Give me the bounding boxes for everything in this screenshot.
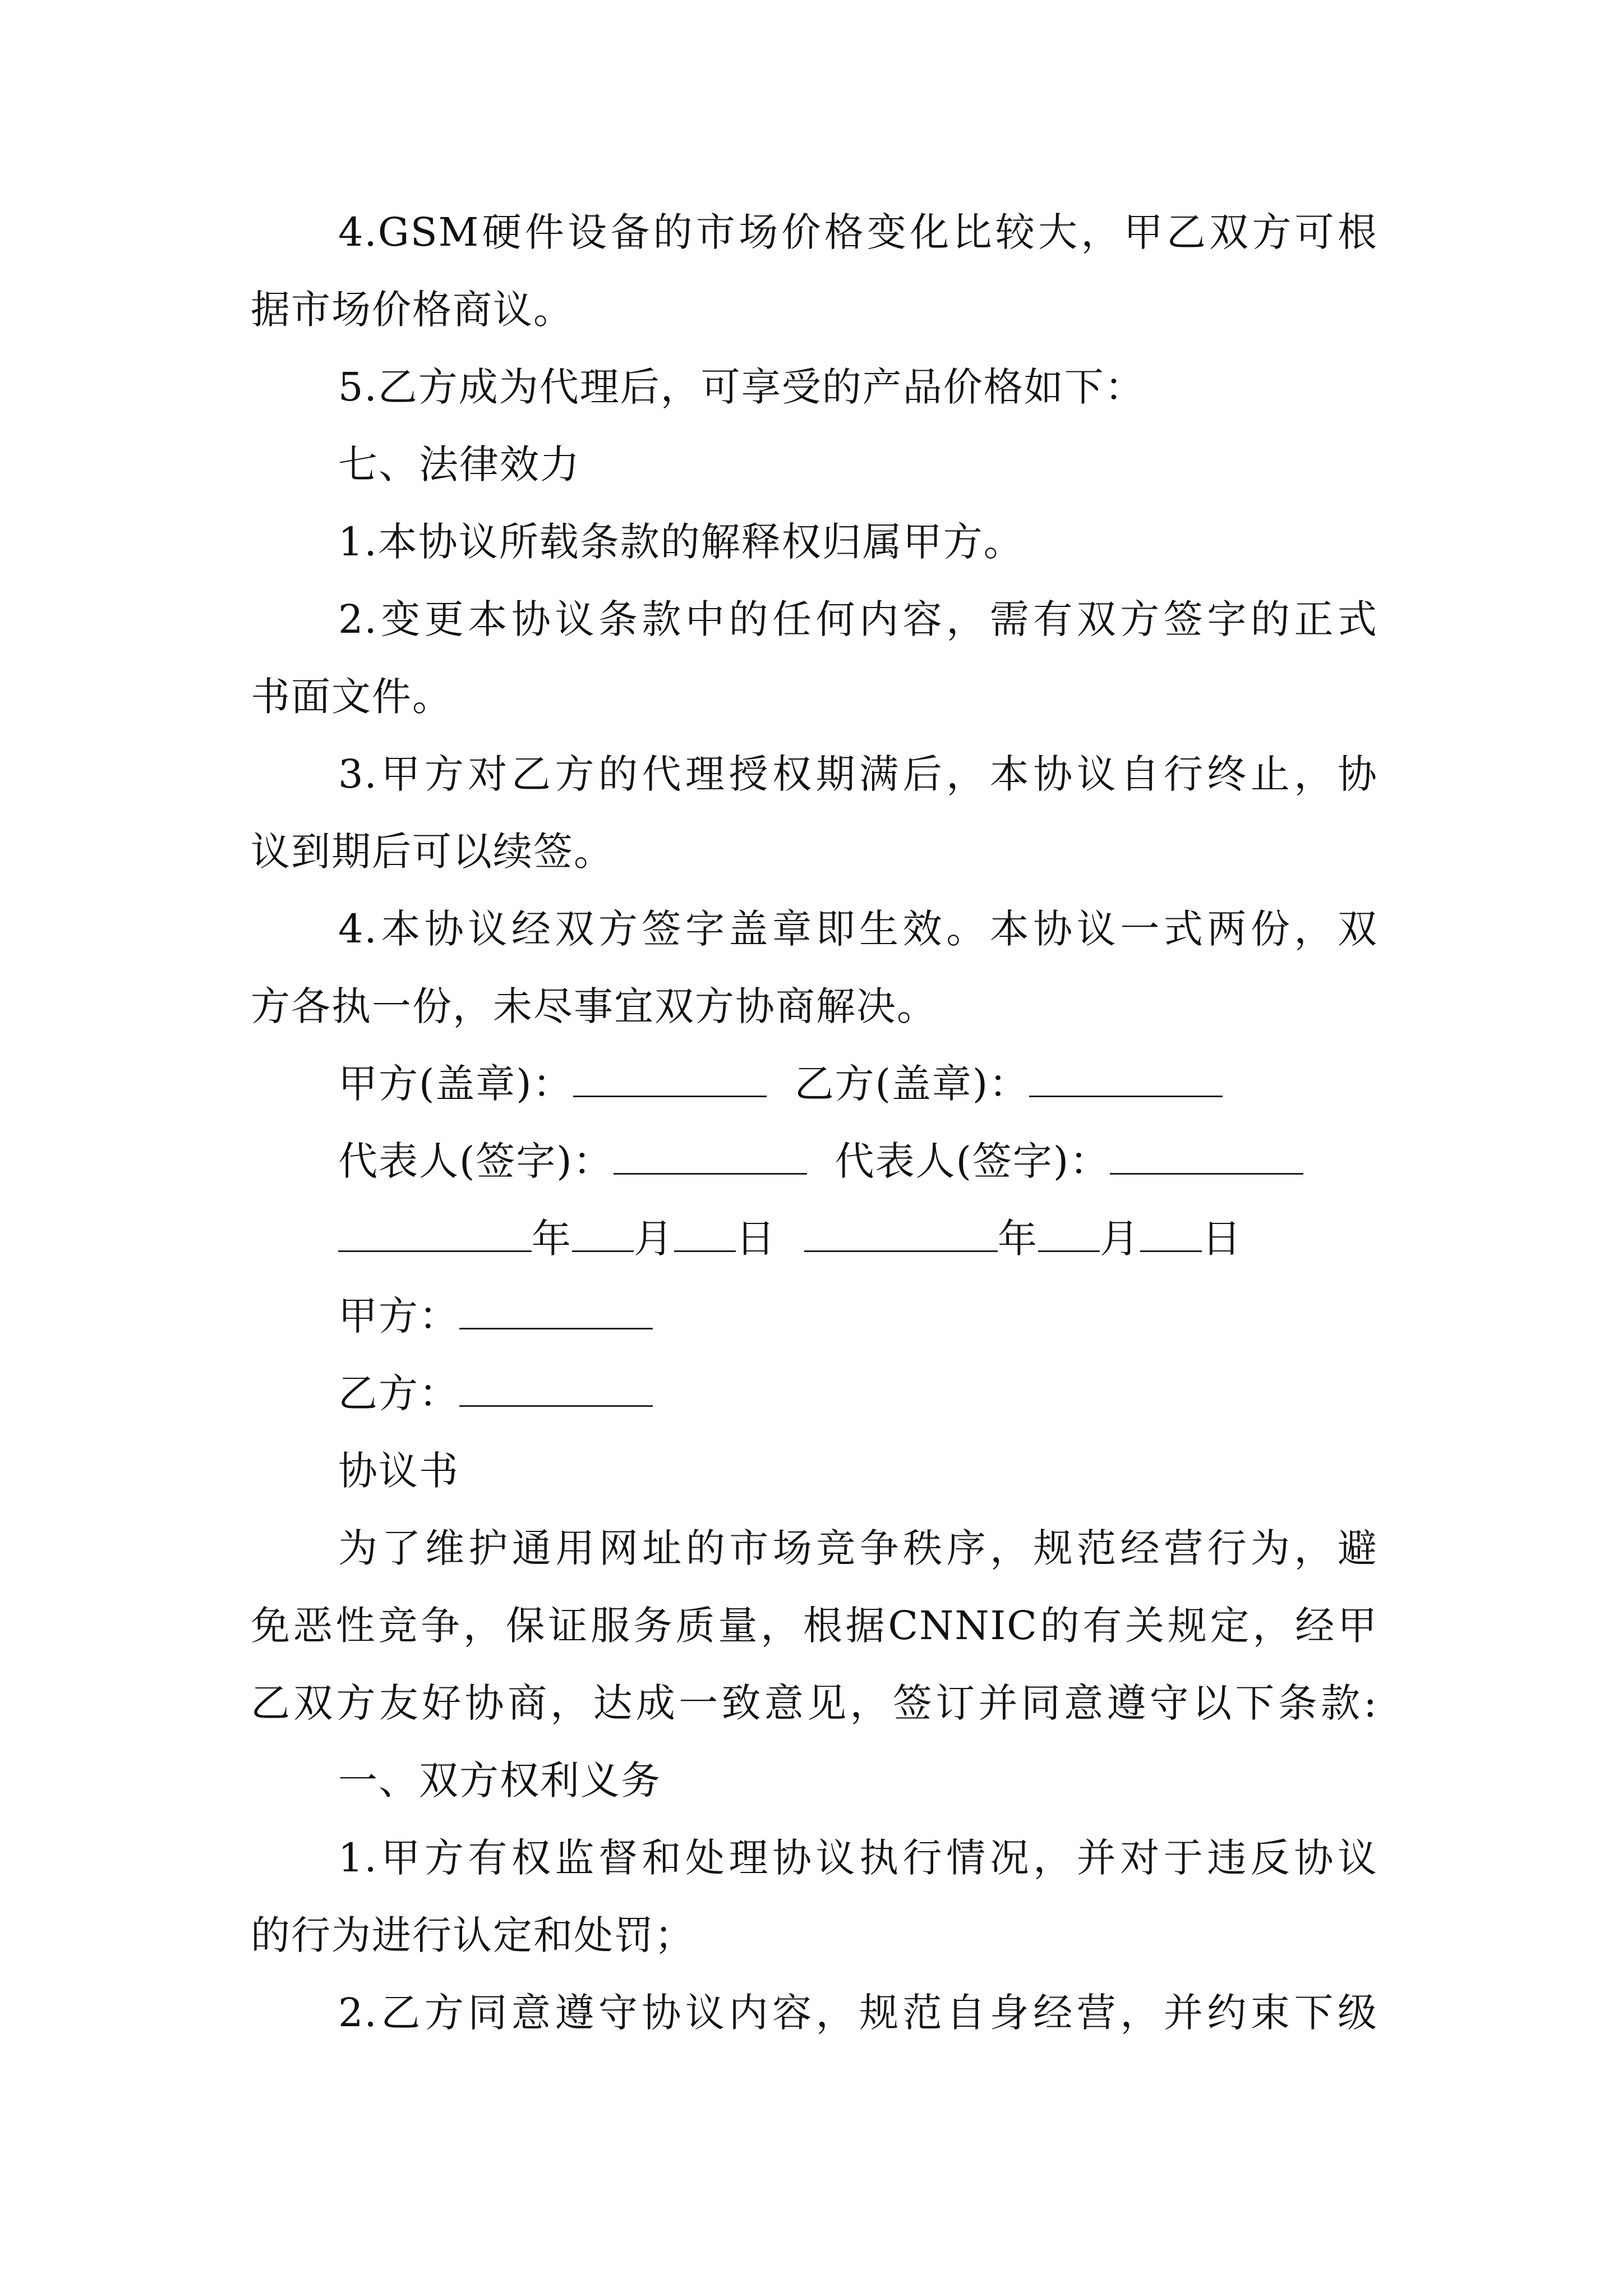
paragraph-line: 1.本协议所载条款的解释权归属甲方。	[338, 519, 1024, 565]
date-line	[251, 1200, 1378, 1277]
paragraph-line: 据市场价格商议。	[251, 287, 574, 333]
paragraph-line: 1.甲方有权监督和处理协议执行情况，并对于违反协议	[338, 1835, 1378, 1881]
paragraph-line: 2.变更本协议条款中的任何内容，需有双方签字的正式	[338, 596, 1378, 642]
paragraph-line: 4.本协议经双方签字盖章即生效。本协议一式两份，双	[338, 906, 1378, 952]
year-a-blank	[338, 1218, 532, 1252]
paragraph-line: 2.乙方同意遵守协议内容，规范自身经营，并约束下级	[338, 1990, 1378, 2036]
month-b-blank	[1038, 1218, 1100, 1252]
year-b-label: 年	[998, 1216, 1038, 1262]
party-b-seal-blank	[1029, 1063, 1223, 1097]
paragraph-line: 免恶性竞争，保证服务质量，根据CNNIC的有关规定，经甲	[251, 1603, 1378, 1649]
rep-a-blank	[614, 1140, 807, 1175]
party-a-blank	[459, 1295, 653, 1329]
party-b-line	[251, 1355, 1378, 1432]
rep-b-blank	[1110, 1140, 1303, 1175]
day-a-blank	[674, 1218, 736, 1252]
day-b-blank	[1140, 1218, 1202, 1252]
paragraph-line: 5.乙方成为代理后，可享受的产品价格如下：	[338, 364, 1145, 410]
party-a-seal-label: 甲方(盖章)：	[338, 1061, 573, 1107]
party-b-blank	[459, 1373, 653, 1407]
paragraph-line: 3.甲方对乙方的代理授权期满后，本协议自行终止，协	[338, 751, 1378, 797]
party-a-line	[251, 1277, 1378, 1355]
party-a-label: 甲方：	[338, 1293, 459, 1339]
year-a-label: 年	[532, 1216, 572, 1262]
month-b-label: 月	[1100, 1216, 1140, 1262]
month-a-label: 月	[634, 1216, 674, 1262]
party-b-seal-label: 乙方(盖章)：	[794, 1061, 1030, 1107]
party-a-seal-blank	[573, 1063, 767, 1097]
day-a-label: 日	[736, 1216, 776, 1262]
paragraph-line: 4.GSM硬件设备的市场价格变化比较大，甲乙双方可根	[338, 209, 1378, 255]
agreement-title: 协议书	[338, 1448, 459, 1494]
paragraph-line: 方各执一份，未尽事宜双方协商解决。	[251, 983, 937, 1029]
paragraph-line: 乙双方友好协商，达成一致意见，签订并同意遵守以下条款:	[251, 1680, 1378, 1726]
document-body	[251, 194, 1378, 2051]
paragraph-line: 的行为进行认定和处罚；	[251, 1912, 695, 1958]
representative-line	[251, 1122, 1378, 1200]
party-b-label: 乙方：	[338, 1370, 459, 1416]
paragraph-line: 为了维护通用网址的市场竞争秩序，规范经营行为，避	[338, 1525, 1378, 1571]
month-a-blank	[572, 1218, 634, 1252]
year-b-blank	[804, 1218, 998, 1252]
paragraph-line: 书面文件。	[251, 674, 453, 720]
rep-b-label: 代表人(签字)：	[834, 1138, 1110, 1184]
seal-line	[251, 1045, 1378, 1122]
rep-a-label: 代表人(签字)：	[338, 1138, 614, 1184]
section-heading: 一、双方权利义务	[338, 1757, 661, 1803]
section-heading: 七、法律效力	[338, 441, 580, 487]
day-b-label: 日	[1202, 1216, 1242, 1262]
paragraph-line: 议到期后可以续签。	[251, 829, 614, 875]
